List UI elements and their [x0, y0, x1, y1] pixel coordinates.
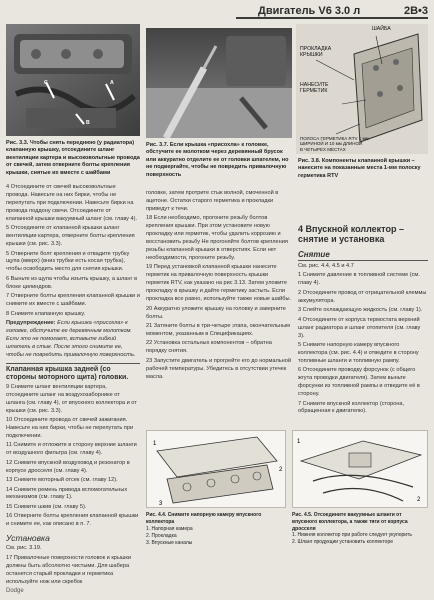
warning-paragraph	[6, 320, 140, 360]
caption-fig-3-8: Рис. 3.8. Компоненты клапанной крышки – нанесите на показанные места 1-мм полоску герметика RTV	[298, 158, 421, 179]
paragraph: 11 Снимите и отложите в сторону верхние шланги от воздушного фильтра (см. главу 4).	[6, 442, 137, 457]
callout-3: 3	[159, 501, 163, 507]
caption-fig-4-4: Рис. 4.4. Снимите напорную камеру впускного коллектора	[146, 512, 262, 525]
page-number: 2В•3	[404, 5, 429, 17]
paragraph: 5 Снимите напорную камеру впускного коллектора (см. рис. 4.4) и отведите в сторону топливные шланги и топливную рампу.	[298, 341, 419, 364]
caption-fig-3-7: Рис. 3.7. Если крышка «присохла» к головке, обстучите ее молотком через деревянный брусок или аккуратно отделите ее от головки шпателем, но не подвергайте, чтобы не повредить привалочную поверхность	[146, 142, 289, 178]
paragraph: 4 Отсоедините от корпуса термостата верхний шланг радиатора и шланг отопителя (см. главу 3).	[298, 316, 421, 339]
paragraph: 4 Отсоедините от свечей высоковольтные провода. Навесьте на них бирки, чтобы не перепутать при подключении. Навесьте бирки на провода поддону свечи. Отсоедините от клапанной крышки вакуумный шланг (см. главу 4).	[6, 184, 138, 222]
text-column-3	[298, 224, 428, 418]
photo1-graphic	[6, 24, 140, 136]
fig-4-4-legend-3: 3. Впускные каналы	[146, 540, 193, 546]
photo2-graphic	[146, 28, 292, 138]
paragraph: 23 Запустите двигатель и прогрейте его до нормальной рабочей температуры. Убедитесь в отсутствии утечек масла.	[146, 357, 291, 380]
paragraph: 19 Перед установкой клапанной крышки нанесите герметик на привалочную поверхность крышки герметик RTV, как указано на рис 3.13. Затем уложите прокладку в крышку и дайте герметику застыть. Если прокладка все равно, используйте также новые шайбы.	[146, 264, 292, 303]
caption-fig-4-5: Рис. 4.5. Отсоедините вакуумные шланги от впускного коллектора, а также тяги от корпуса дросселя	[292, 512, 408, 532]
diagram-fig-4-5	[292, 430, 428, 508]
paragraph: 1 Снимите давление в топливной системе (см. главу 4).	[298, 272, 420, 287]
paragraph: головке, затем протрите стык волной, смоченной в ацетоне. Остатки старого герметика и прокладки приведут к течи.	[146, 190, 279, 212]
paragraph: 18 Если необходимо, прогоните резьбу болтов крепления крышки. При этом установите новую прокладку или герметик, чтобы удалить коррозию и восстановить резьбу Не прогоняйте болтов крепления резьбы клапанной крышки в отверстиях. Если нет необходимости, прогоните резьбу.	[146, 215, 288, 261]
callout-2: 2	[417, 497, 421, 503]
paragraph: 15 Снимите шкив (см. главу 5).	[6, 503, 87, 510]
warning-text: Если крышка «присохла» к головке, обстучите ее деревянным молотком. Если это не помогает, вставьте гибкий шпатель в стык. После этого снимите ее, чтобы не повредить привалочную поверхность.	[6, 320, 136, 358]
photo-valve-cover-front	[6, 24, 140, 136]
paragraph: 21 Затяните болты в три-четыре этапа, окончательным моментом, указанным в Спецификациях.	[146, 323, 290, 337]
label-rtv-bead: ПОЛОСА ГЕРМЕТИКА RTV 1 мм ШИРИНОЙ И 10 мм ДЛИНОЙ В ЧЕТЫРЕХ МЕСТАХ	[300, 136, 369, 152]
paragraph: 20 Аккуратно уложите крышку на головку и заверните болты.	[146, 305, 286, 320]
paragraph: 6 Отсоедините проводку форсунок (с общего жгута проводки двигателя). Затем выньте форсунки из топливной рампы и отведите её в сторону.	[298, 367, 420, 398]
section-heading-intake-manifold: 4 Впускной коллектор – снятие и установка	[298, 224, 404, 245]
photo-pry-cover	[146, 28, 292, 138]
label-gasket: ПРОКЛАДКА КРЫШКИ	[300, 46, 332, 59]
fig-4-4-graphic	[147, 431, 286, 508]
header-title: Двигатель V6 3.0 л	[258, 5, 361, 17]
footer-brand: Dodge	[6, 588, 24, 594]
paragraph: 17 Привалочные поверхности головок и крышки должны быть абсолютно чистыми. Для шабера останется старый прокладки и герметика используйте нож или скребок	[6, 554, 131, 585]
label-washer: ШАЙБА	[372, 26, 391, 32]
callout-2: 2	[279, 467, 283, 473]
paragraph: 9 Снимите шланг вентиляции картера, отсоедините шланг на воздухозаборнике от шланга (см. главу 4), от впускного коллектора и от крышки (см. рис. 3.3).	[6, 383, 137, 414]
fig-4-5-graphic	[293, 431, 428, 508]
paragraph: 8 Снимите клапанную крышку.	[6, 310, 86, 317]
label-apply-sealant: НАНЕСИТЕ ГЕРМЕТИК	[300, 82, 329, 95]
diagram-cover-components	[296, 24, 428, 154]
warning-label: Предупреждение:	[6, 320, 56, 326]
fig-4-5-legend-1: 1. Нижняя коллектор при работе следует укупорить	[292, 532, 412, 538]
paragraph: 6 Выньте из щупа чтобы изъять крышку, а шланг в блоке цилиндров.	[6, 275, 138, 290]
header-rule	[236, 17, 428, 19]
figure-reference: См. рис. 3.19.	[6, 545, 42, 552]
photo1-label-b: B	[86, 120, 90, 126]
photo1-label-c: C	[44, 80, 48, 86]
paragraph: 16 Отверните болты крепления клапанной крышки и снимите ее, как описано в п. 7.	[6, 513, 139, 528]
paragraph: 2 Отсоедините провод от отрицательной клеммы аккумулятора.	[298, 289, 427, 304]
paragraph: 14 Снимите ремень привода вспомогательных механизмов (см. главу 1).	[6, 486, 128, 501]
removal-heading: Снятие	[298, 249, 428, 261]
paragraph: 5 Отсоедините от клапанной крышки шланг вентиляции картера, отверните болты крепления крышки (см. рис. 3.3).	[6, 225, 135, 248]
figure-reference: См. рис. 4.4, 4.5 и 4.7	[298, 263, 354, 270]
paragraph: 7 Отверните болты крепления клапанной крышки и снимите их вместе с шайбами.	[6, 293, 140, 308]
section-heading-rear-cover: Клапанная крышка задней (со стороны моторного щита) головки.	[6, 363, 140, 382]
text-column-2	[146, 190, 292, 383]
caption-fig-3-3: Рис. 3.3. Чтобы снять переднюю (у радиатора) клапанную крышку, отсоедините шланг вентиляции картера и высоковольтные провода от свечей, затем отверните болты крепления крышки, снятые их вместе с шайбами	[6, 140, 140, 176]
paragraph: 5 Отверните болт крепления и отвадите трубку щупа (вверх) (вниз трубки есть косая трубка), чтобы освободить место для снятия крышки.	[6, 250, 130, 273]
callout-1: 1	[297, 439, 301, 445]
paragraph: 3 Слейте охлаждающую жидкость (см. главу 1).	[298, 307, 423, 314]
paragraph: 13 Снимите моторный отсек (см. главу 12).	[6, 477, 118, 484]
paragraph: 22 Установка остальных компонентов – обратна порядку снятия.	[146, 340, 272, 355]
paragraph: 12 Снимите впускной воздуховод и резонатор в корпусе дросселя (см. главу 4).	[6, 459, 130, 474]
callout-1: 1	[153, 441, 157, 447]
installation-heading: Установка	[6, 533, 50, 544]
fig-4-5-legend-2: 2. Шланг продукции установить коллекторе	[292, 539, 394, 545]
photo1-label-a: A	[110, 80, 114, 86]
paragraph: 7 Снимите впускной коллектор (сторона, обращенная к двигателю).	[298, 400, 405, 415]
fig-4-4-legend-1: 1. Напорная камера	[146, 526, 193, 532]
paragraph: 10 Отсоедините провода от свечей зажигания. Навесьте на них бирки, чтобы не перепутать при подключении.	[6, 417, 134, 439]
diagram-fig-4-4	[146, 430, 286, 508]
text-column-1	[6, 184, 140, 588]
fig-4-4-legend-2: 2. Прокладка	[146, 533, 177, 539]
